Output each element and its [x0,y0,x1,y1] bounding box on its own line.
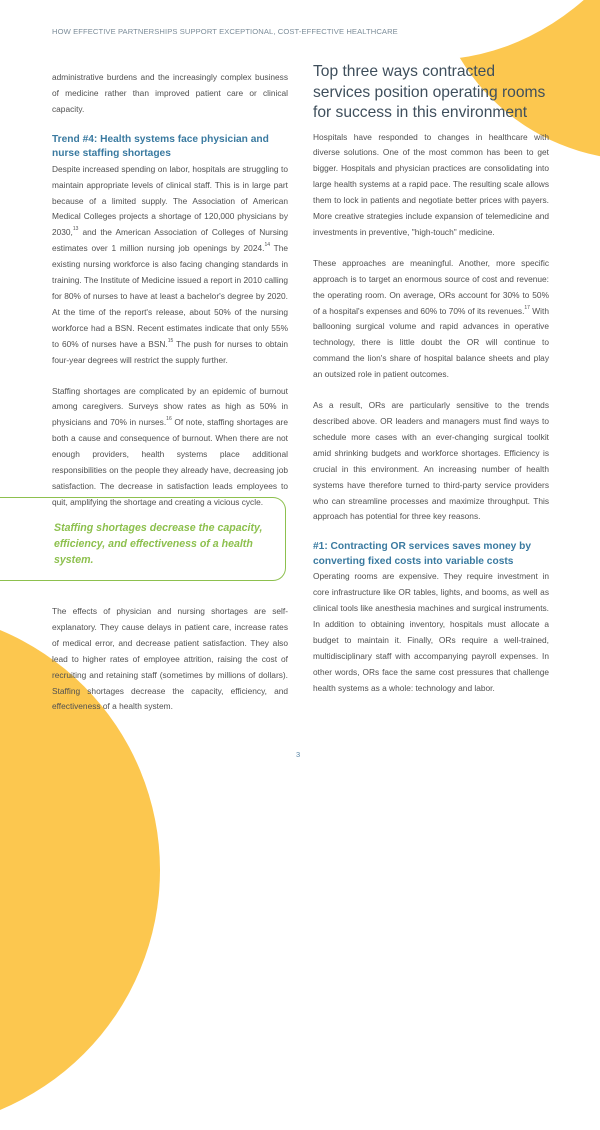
consolidation-paragraph: Hospitals have responded to changes in healthcare with diverse solutions. One of the most common has been to get bigger. Hospitals and physician practices are consolidating into large health systems at a rapid pace. The resulting scale allows them to lock in patients and negotiate better prices with payers. More creative strategies include expansion of telemedicine and investments in preventive, "high-touch" medicine. [313,131,549,237]
footnote-ref[interactable]: 13 [72,226,79,233]
footnote-ref[interactable]: 15 [167,337,174,344]
section-heading: Top three ways contracted services position operating rooms for success in this environment [313,63,546,121]
sensitivity-paragraph: As a result, ORs are particularly sensitive to the trends described above. OR leaders and managers must find ways to schedule more cases with an ever-changing surgical toolkit amid shrinking budgets and workforce shortages. Efficiency is crucial in this environment. An increasing number of health systems have therefore turned to third-party service providers who can streamline processes and maximize throughput. This approach has potential for three key reasons. [313,400,549,522]
burnout-paragraph: Staffing shortages are complicated by an epidemic of burnout among caregivers. Surveys show rates as high as 50% in physicians and 70% in nurses.$^{16}$ Of note, staffing shortages are both a cause and consequence of burnout. When there are not enough providers, health systems place additional responsibilities on the people they already have, decreasing job satisfaction. The decrease in satisfaction leads employees to quit, amplifying the shortage and creating a vicious cycle. [52,385,288,507]
intro-paragraph: administrative burdens and the increasingly complex business of medicine rather than improved patient care or clinical capacity. [52,72,288,114]
trend-paragraph: Despite increased spending on labor, hospitals are struggling to maintain appropriate levels of clinical staff. This is in large part because of a limited supply. The Association of American Medical Colleges projects a shortage of 120,000 physicians by 2030,13 and the American Association of Colleges of Nursing estimates over 1 million nursing job openings by 2024.14 The existing nursing workforce is also facing changing standards in training. The Institute of Medicine issued a report in 2010 calling for 80% of nurses to have at least a bachelor's degree by 2020. At the time of the report's release, about 50% of the nursing workforce had a BSN. Recent estimates indicate that only 55% to 60% of nurses have a BSN.$^{15}$ The push for nurses to obtain four-year degrees will restrict the supply further. [52,163,289,365]
pull-quote-text: Staffing shortages decrease the capacity, efficiency, and effectiveness of a health system. [54,522,263,566]
operating-room-paragraph: These approaches are meaningful. Another, more specific approach is to target an enormous source of cost and revenue: the operating room. On average, ORs account for 30% to 50% of a hospital's expenses and 60% to 70% of its revenues.$^{17}$ With ballooning surgical volume and rapid advances in operative technology, there is little doubt the OR will continue to command the lion's share of hospital balance sheets and play an outsized role in patient outcomes. [313,257,549,380]
right-column [313,62,549,697]
reason-1-paragraph: Operating rooms are expensive. They require investment in core infrastructure like OR tables, lights, and booms, as well as clinical tools like anesthesia machines and surgical instruments. In addition to obtaining inventory, hospitals must allocate a budget to maintain it. Finally, ORs require a well-trained, multidisciplinary staff with accompanying payroll expenses. In other words, ORs face the same cost pressures that challenge health systems as a whole: technology and labor. [313,571,549,693]
footnote-ref[interactable]: 14 [264,242,270,249]
footnote-ref[interactable]: 16 [166,416,172,423]
running-head: HOW EFFECTIVE PARTNERSHIPS SUPPORT EXCEPTIONAL, COST-EFFECTIVE HEALTHCARE [52,27,398,36]
reason-1-heading: #1: Contracting OR services saves money by converting fixed costs into variable costs [313,541,531,567]
effects-paragraph: The effects of physician and nursing shortages are self-explanatory. They cause delays in patient care, increase rates of medical error, and decrease patient satisfaction. They also lead to higher rates of employee attrition, raising the cost of recruiting and retaining staff (sometimes by millions of dollars). Staffing shortages decrease the capacity, efficiency, and effectiveness of a health system. [52,606,288,712]
page-number: 3 [296,750,301,759]
left-column [52,70,288,511]
footnote-ref[interactable]: 17 [524,304,530,311]
trend-4-heading: Trend #4: Health systems face physician and nurse staffing shortages [52,133,269,160]
